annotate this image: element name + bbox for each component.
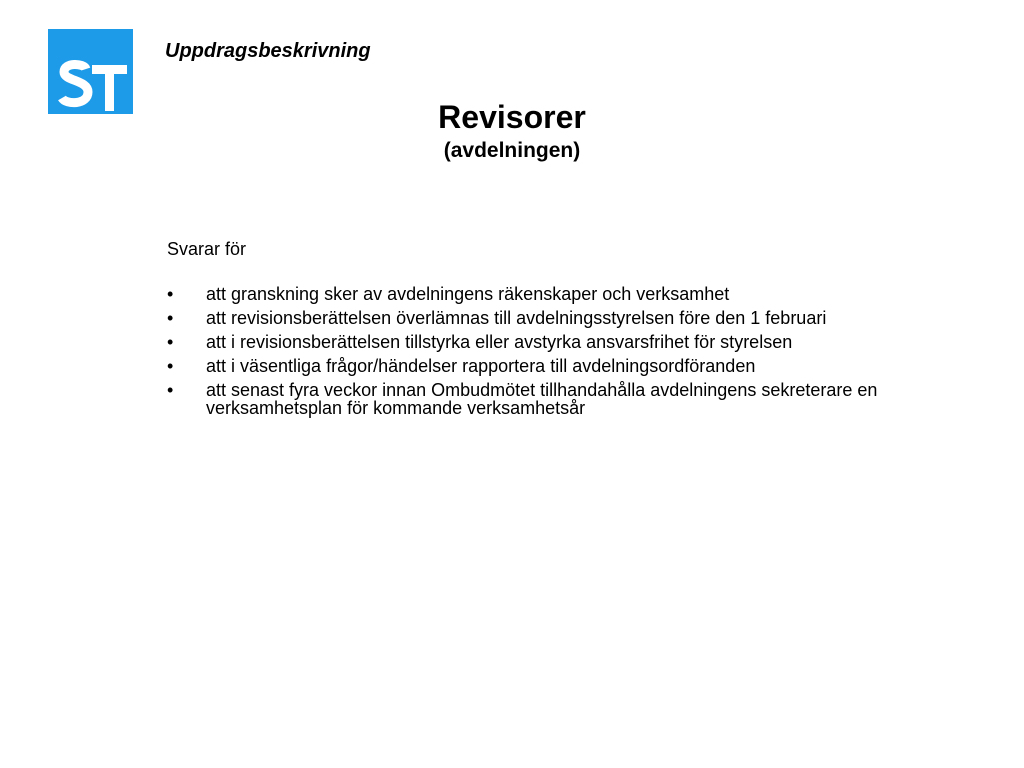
list-item-text: att i revisionsberättelsen tillstyrka eller avstyrka ansvarsfrihet för styrelsen (206, 332, 793, 352)
bullet-icon: • (167, 284, 174, 304)
intro-text: Svarar för (167, 239, 247, 259)
bullet-icon: • (167, 308, 174, 328)
list-item (167, 381, 927, 417)
list-item (167, 285, 927, 303)
page-subtitle: (avdelningen) (443, 139, 581, 162)
page-title: Revisorer (438, 99, 586, 135)
bullet-icon: • (167, 332, 174, 352)
bullet-icon: • (167, 356, 174, 376)
list-item-text: att senast fyra veckor innan Ombudmötet tillhandahålla avdelningens sekreterare en verksamhetsplan för kommande verksamhetsår (206, 380, 878, 418)
list-item (167, 309, 927, 327)
bullet-icon: • (167, 380, 174, 400)
responsibility-list (167, 285, 927, 423)
list-item-text: att revisionsberättelsen överlämnas till avdelningsstyrelsen före den 1 februari (206, 308, 827, 328)
list-item-text: att granskning sker av avdelningens räkenskaper och verksamhet (206, 284, 730, 304)
list-item (167, 333, 927, 351)
list-item (167, 357, 927, 375)
document-type: Uppdragsbeskrivning (165, 40, 371, 62)
list-item-text: att i väsentliga frågor/händelser rapportera till avdelningsordföranden (206, 356, 756, 376)
